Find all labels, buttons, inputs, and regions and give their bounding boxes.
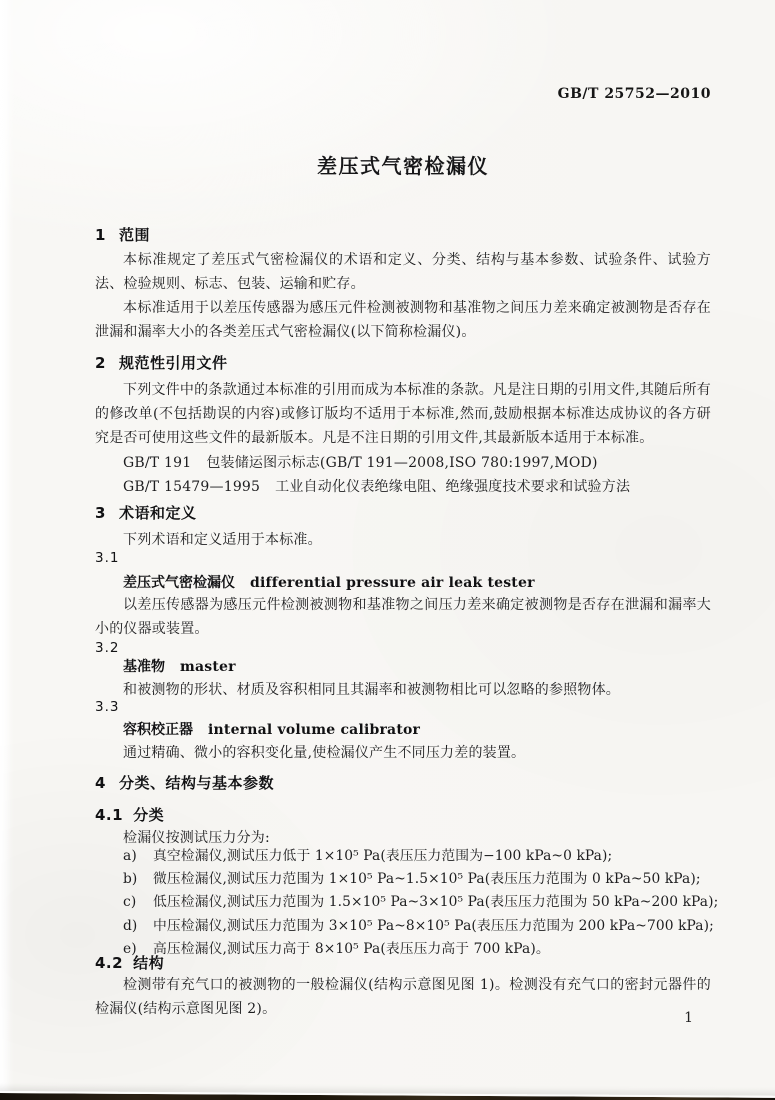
list-item-b-label: b) [123, 871, 138, 888]
section-1-heading [95, 224, 711, 245]
section-2-number: 2 [95, 354, 106, 372]
standard-code: GB/T 25752—2010 [557, 86, 711, 102]
list-item-b-text: 微压检漏仪,测试压力范围为 1×10⁵ Pa~1.5×10⁵ Pa(表压压力范围为 0 kPa~50 kPa); [153, 871, 701, 888]
term-3-1-definition: 以差压传感器为感压元件检测被测物和基准物之间压力差来确定被测物是否存在泄漏和漏率大小的仪器或装置。 [95, 597, 711, 637]
list-item-a-text: 真空检漏仪,测试压力低于 1×10⁵ Pa(表压压力范围为−100 kPa~0 kPa); [153, 848, 613, 864]
section-4-1-number: 4.1 [95, 806, 124, 824]
section-4-2-label: 结构 [133, 954, 165, 972]
term-3-3-en: internal volume calibrator [208, 722, 421, 738]
section-4-number: 4 [95, 774, 106, 792]
term-3-3 [95, 719, 739, 739]
section-4-label: 分类、结构与基本参数 [118, 774, 274, 792]
reference-1-title: 包装储运图示标志(GB/T 191—2008,ISO 780:1997,MOD) [206, 455, 598, 471]
term-3-1 [95, 572, 739, 592]
list-item-e-label: e) [123, 940, 137, 957]
section-2-paragraph-1: 下列文件中的条款通过本标准的引用而成为本标准的条款。凡是注日期的引用文件,其随后所有的修改单(不包括勘误的内容)或修订版均不适用于本标准,然而,鼓励根据本标准达成协议的各方研究是否可使用这些文件的最新版本。凡是不注日期的引用文件,其最新版本适用于本标准。 [95, 382, 711, 446]
section-4-1-intro: 检漏仪按测试压力分为: [123, 830, 270, 846]
scan-left-edge [0, 0, 12, 1100]
section-4-2-paragraph-1: 检测带有充气口的被测物的一般检漏仪(结构示意图见图 1)。检测没有充气口的密封元器件的检漏仪(结构示意图见图 2)。 [95, 977, 711, 1017]
term-3-2-number: 3.2 [95, 640, 120, 656]
section-1-paragraph-1: 本标准规定了差压式气密检漏仪的术语和定义、分类、结构与基本参数、试验条件、试验方法、检验规则、标志、包装、运输和贮存。 [95, 252, 711, 292]
page-number: 1 [684, 1010, 693, 1026]
section-1-label: 范围 [118, 226, 150, 244]
term-3-2-definition: 和被测物的形状、材质及容积相同且其漏率和被测物相比可以忽略的参照物体。 [123, 682, 620, 698]
section-3-heading [95, 502, 711, 523]
section-4-heading [95, 772, 711, 793]
normative-reference-1 [95, 451, 739, 475]
list-item-d-label: d) [123, 917, 138, 934]
classification-list [95, 845, 719, 961]
section-1-paragraph-2: 本标准适用于以差压传感器为感压元件检测被测物和基准物之间压力差来确定被测物是否存在泄漏和漏率大小的各类差压式气密检漏仪(以下简称检漏仪)。 [95, 300, 711, 340]
list-item-d [95, 915, 714, 938]
list-item-e-text: 高压检漏仪,测试压力高于 8×10⁵ Pa(表压压力高于 700 kPa)。 [153, 940, 550, 957]
section-4-2-heading [95, 952, 711, 973]
reference-2-title: 工业自动化仪表绝缘电阻、绝缘强度技术要求和试验方法 [275, 479, 631, 495]
normative-reference-2 [95, 475, 739, 499]
section-3-intro: 下列术语和定义适用于本标准。 [123, 532, 322, 548]
term-3-1-en: differential pressure air leak tester [250, 575, 535, 591]
reference-1-code: GB/T 191 [123, 455, 192, 471]
section-4-2-number: 4.2 [95, 954, 124, 972]
scan-bottom-edge [0, 1091, 775, 1100]
reference-2-code: GB/T 15479—1995 [123, 479, 261, 495]
document-title: 差压式气密检漏仪 [317, 154, 489, 178]
term-3-2 [95, 656, 739, 676]
section-3-number: 3 [95, 504, 106, 522]
list-item-b [95, 868, 711, 891]
list-item-d-text: 中压检漏仪,测试压力范围为 3×10⁵ Pa~8×10⁵ Pa(表压压力范围为 200 kPa~700 kPa); [153, 917, 714, 934]
term-3-3-zh: 容积校正器 [123, 722, 193, 738]
term-3-2-en: master [180, 659, 236, 675]
section-3-label: 术语和定义 [118, 504, 197, 522]
section-4-1-heading [95, 804, 711, 825]
list-item-a [95, 845, 711, 868]
list-item-c-text: 低压检漏仪,测试压力范围为 1.5×10⁵ Pa~3×10⁵ Pa(表压压力范围为 50 kPa~200 kPa); [153, 894, 719, 911]
section-1-number: 1 [95, 226, 106, 244]
term-3-2-zh: 基准物 [123, 659, 165, 675]
list-item-c [95, 891, 719, 914]
section-4-1-label: 分类 [133, 806, 165, 824]
section-2-label: 规范性引用文件 [118, 354, 228, 372]
term-3-3-number: 3.3 [95, 699, 120, 715]
section-2-heading [95, 352, 711, 373]
term-3-1-number: 3.1 [95, 550, 120, 566]
list-item-a-label: a) [123, 848, 137, 864]
list-item-c-label: c) [123, 894, 137, 911]
term-3-3-definition: 通过精确、微小的容积变化量,使检漏仪产生不同压力差的装置。 [123, 745, 526, 761]
term-3-1-zh: 差压式气密检漏仪 [123, 575, 235, 591]
